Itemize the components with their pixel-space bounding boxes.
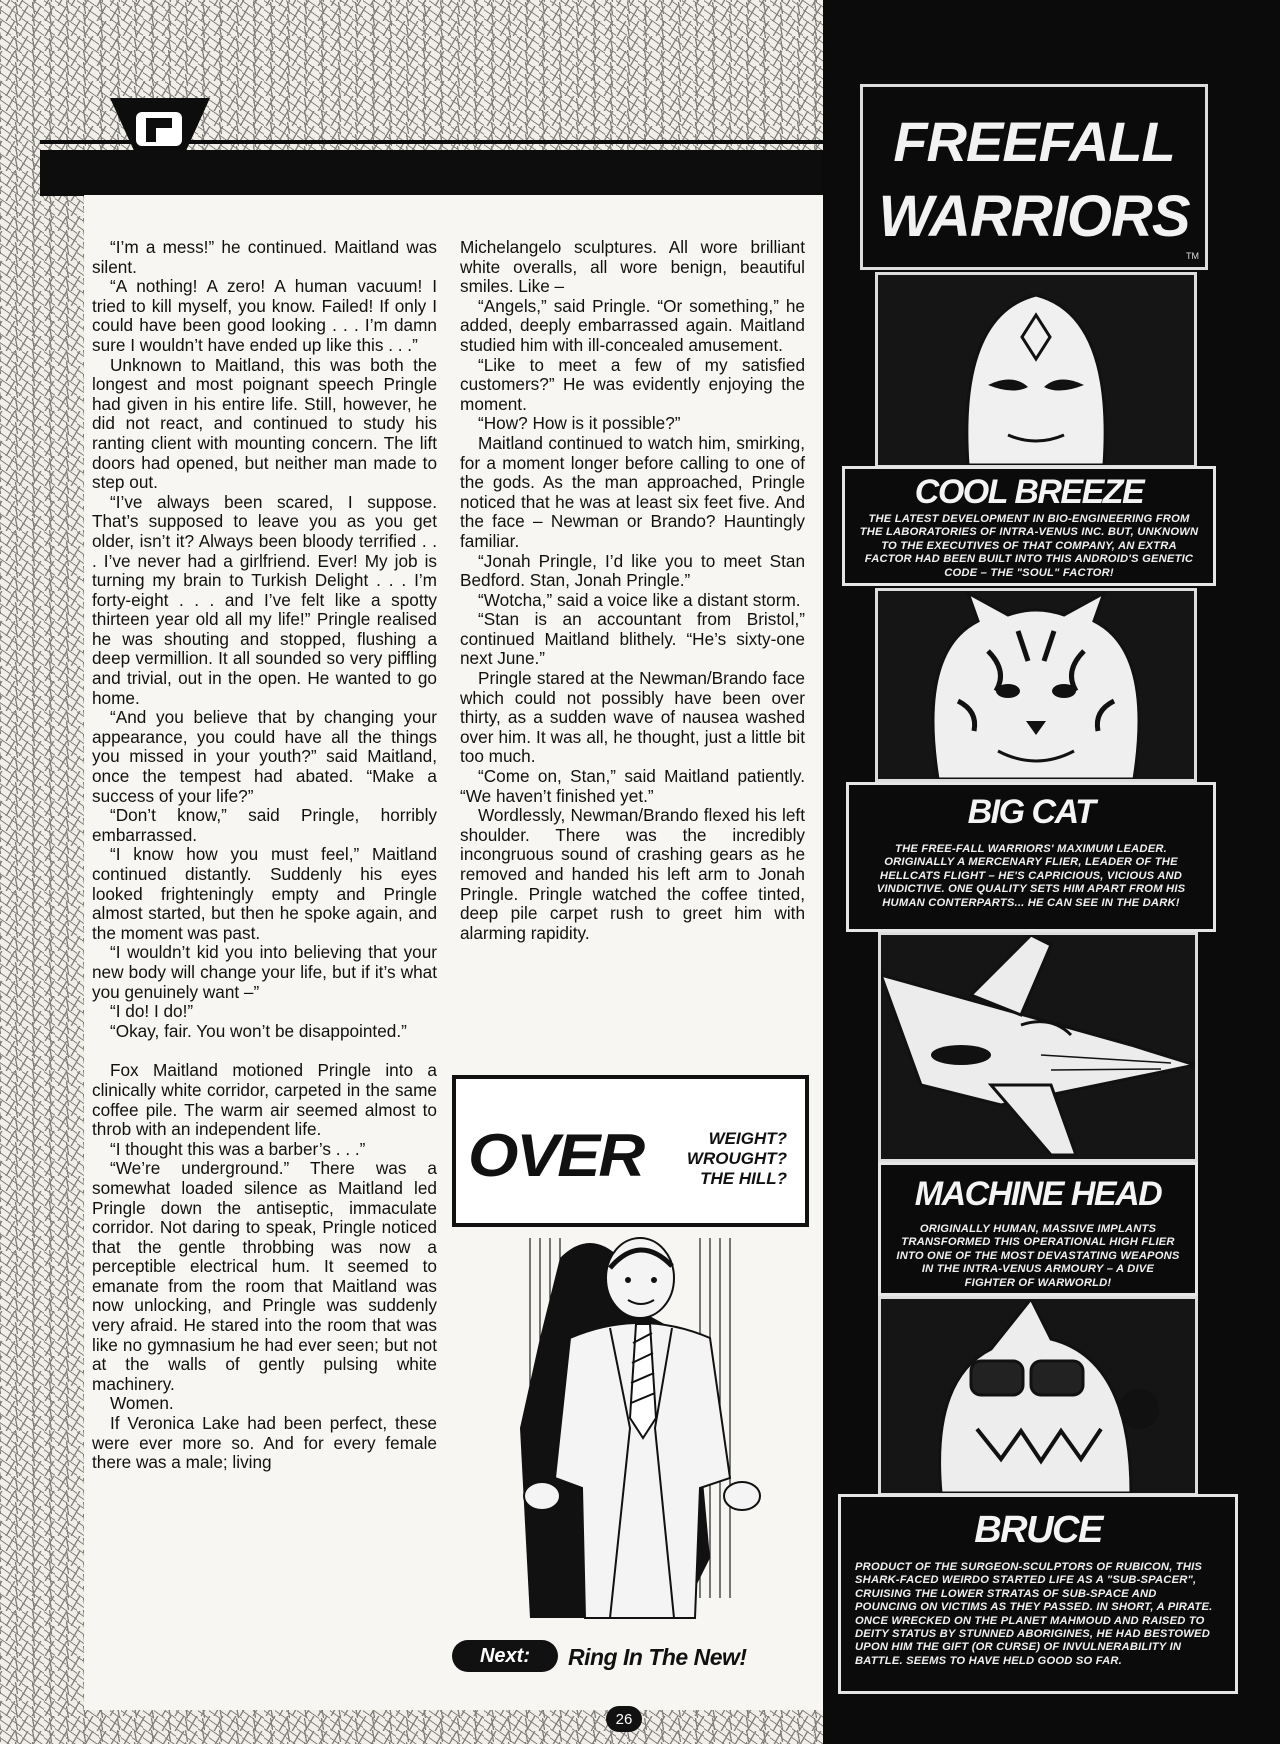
- page-number: 26: [606, 1706, 642, 1732]
- story-column-2: [460, 238, 805, 943]
- paragraph: Wordlessly, Newman/Brando flexed his left shoulder. There was the incredibly incongruous sound of crashing gears as he removed and handed his left arm to Jonah Pringle. Pringle watched the coffee tinted, deep pile carpet rush to greet him with alarming rapidity.: [460, 805, 805, 943]
- paragraph: “We’re underground.” There was a somewhat loaded silence as Maitland led Pringle down the antiseptic, immaculate corridor. Not daring to speak, Pringle noticed that the gentle throbbing was now a perceptible electrical hum. It seemed to emanate from the room that Maitland was now unlocking, and Pringle was suddenly very afraid. He stared into the room that was like no gymnasium he had ever seen; but not at the walls of gently pulsing white machinery.: [92, 1158, 437, 1394]
- paragraph: “And you believe that by changing your appearance, you could have all the things you missed in your youth?” said Maitland, once the tempest had abated. “Make a success of your life?”: [92, 707, 437, 806]
- paragraph: “A nothing! A zero! A human vacuum! I tried to kill myself, you know. Failed! If only I could have been good looking . . . I’m damn sure I wouldn’t have ended up like this . . .”: [92, 276, 437, 355]
- paragraph: Unknown to Maitland, this was both the longest and most poignant speech Pringle had given in his entire life. Still, however, he did not react, and continued to study his ranting client with mounting concern. The lift doors had opened, but neither man made to step out.: [92, 354, 437, 493]
- paragraph: “I know how you must feel,” Maitland continued distantly. Suddenly his eyes looked frighteningly empty and Pringle almost started, but then he spoke again, and the moment was past.: [92, 844, 437, 943]
- paragraph: Michelangelo sculptures. All wore brilliant white overalls, all wore benign, beautiful smiles. Like –: [460, 237, 805, 297]
- machine-head-caption: [878, 1162, 1198, 1296]
- ad-tagline-2: WROUGHT?: [686, 1149, 787, 1168]
- sidebar-title-line-2: WARRIORS: [878, 184, 1190, 249]
- character-description: THE FREE-FALL WARRIORS' MAXIMUM LEADER. ORIGINALLY A MERCENARY FLIER, LEADER OF THE HELLCATS FLIGHT – HE'S CAPRICIOUS, VICIOUS AND VINDICTIVE. ONE QUALITY SETS HIM APART FROM HIS HUMAN CONTERPARTS... HE CAN SEE IN THE DARK!: [876, 843, 1186, 909]
- paragraph: “Come on, Stan,” said Maitland patiently. “We haven’t finished yet.”: [460, 766, 805, 806]
- ad-tagline-1: WEIGHT?: [708, 1129, 787, 1148]
- big-cat-caption: [846, 782, 1216, 932]
- ad-headline-box: [452, 1075, 809, 1227]
- paragraph: “Jonah Pringle, I’d like you to meet Stan Bedford. Stan, Jonah Pringle.”: [460, 550, 805, 591]
- cool-breeze-portrait: [875, 272, 1197, 468]
- cool-breeze-caption: [842, 466, 1216, 586]
- machine-head-jet-art: [878, 932, 1198, 1162]
- paragraph: “Okay, fair. You won’t be disappointed.”: [110, 1020, 407, 1041]
- sidebar-title-line-1: FREEFALL: [893, 110, 1175, 173]
- paragraph: “I do! I do!”: [110, 1001, 194, 1022]
- ad-tagline-3: THE HILL?: [700, 1169, 787, 1188]
- paragraph: “Stan is an accountant from Bristol,” continued Maitland blithely. “He’s sixty-one next June.”: [460, 609, 805, 669]
- businessman-illustration: [460, 1228, 800, 1628]
- character-description: ORIGINALLY HUMAN, MASSIVE IMPLANTS TRANSFORMED THIS OPERATIONAL HIGH FLIER INTO ONE OF THE MOST DEVASTATING WEAPONS IN THE INTRA-VENUS ARMOURY – A DIVE FIGHTER OF WARWORLD!: [896, 1223, 1180, 1289]
- paragraph: “Angels,” said Pringle. “Or something,” he added, deeply embarrassed again. Maitland studied him with ill-concealed amusement.: [460, 295, 805, 355]
- ad-big-word: OVER: [468, 1122, 644, 1189]
- paragraph: Fox Maitland motioned Pringle into a clinically white corridor, carpeted in the same coffee pile. The warm air seemed almost to throb with an independent life.: [92, 1060, 437, 1140]
- paragraph: If Veronica Lake had been perfect, these were ever more so. And for every female there was a male; living: [92, 1413, 437, 1473]
- story-column-1: [92, 238, 437, 1473]
- character-name: COOL BREEZE: [914, 473, 1144, 511]
- paragraph: “I thought this was a barber’s . . .”: [110, 1138, 366, 1159]
- character-name: BRUCE: [974, 1509, 1102, 1551]
- p-logo-icon: [110, 98, 210, 208]
- paragraph: Women.: [110, 1393, 174, 1414]
- big-cat-portrait: [875, 588, 1197, 782]
- paragraph: “I’m a mess!” he continued. Maitland was silent.: [92, 237, 437, 277]
- trademark-mark: TM: [1186, 251, 1199, 261]
- paragraph: “Don’t know,” said Pringle, horribly embarrassed.: [92, 805, 437, 845]
- next-issue-row: [452, 1636, 812, 1676]
- next-issue-title: Ring In The New!: [568, 1644, 747, 1670]
- paragraph: “Like to meet a few of my satisfied customers?” He was evidently enjoying the moment.: [460, 354, 805, 414]
- freefall-title-box: [860, 84, 1208, 270]
- character-name: MACHINE HEAD: [914, 1175, 1162, 1213]
- paragraph: Pringle stared at the Newman/Brando face which could not possibly have been over thirty, as a sudden wave of nausea washed over him. It was all, he thought, just a little bit too much.: [460, 668, 805, 767]
- paragraph: “How? How is it possible?”: [478, 413, 681, 434]
- paragraph: “Wotcha,” said a voice like a distant storm.: [478, 589, 801, 610]
- paragraph: “I’ve always been scared, I suppose. That’s supposed to leave you as you get older, isn’t it? Always been bloody terrified . . . I’ve never had a girlfriend. Ever! My job is turning my brain to Turkish Delight . . . I’m forty-eight . . . and I’ve felt like a spotty thirteen year old all my life!” Pringle realised he was shouting and stopped, flushing a deep vermillion. It all sounded so very piffling and trivial, out in the open. He wanted to go home.: [92, 491, 437, 708]
- paragraph: “I wouldn’t kid you into believing that your new body will change your life, but if it’s what you genuinely want –”: [92, 942, 437, 1002]
- paragraph: Maitland continued to watch him, smirking, for a moment longer before calling to one of the gods. As the man approached, Pringle noticed that he was at least six feet five. And the face – Newman or Brando? Hauntingly familiar.: [460, 432, 805, 551]
- next-badge: Next:: [452, 1640, 558, 1672]
- bruce-caption: [838, 1494, 1238, 1694]
- character-name: BIG CAT: [967, 793, 1095, 831]
- bruce-portrait: [878, 1296, 1198, 1496]
- character-description: PRODUCT OF THE SURGEON-SCULPTORS OF RUBICON, THIS SHARK-FACED WEIRDO STARTED LIFE AS A "SUB-SPACER", CRUISING THE LOWER STRATAS OF SUB-SPACE AND POUNCING ON VICTIMS AS THEY PASSED. IN SHORT, A PIRATE. ONCE WRECKED ON THE PLANET MAHMOUD AND RAISED TO DEITY STATUS BY STUNNED ABORIGINES, HE HAD BESTOWED UPON HIM THE GIFT (OR CURSE) OF INVULNERABILITY IN BATTLE. SEEMS TO HAVE HELD GOOD SO FAR.: [855, 1561, 1213, 1667]
- character-description: THE LATEST DEVELOPMENT IN BIO-ENGINEERING FROM THE LABORATORIES OF INTRA-VENUS INC. BUT, UNKNOWN TO THE EXECUTIVES OF THAT COMPANY, AN EXTRA FACTOR HAD BEEN BUILT INTO THIS ANDROID'S GENETIC CODE – THE "SOUL" FACTOR!: [859, 513, 1199, 579]
